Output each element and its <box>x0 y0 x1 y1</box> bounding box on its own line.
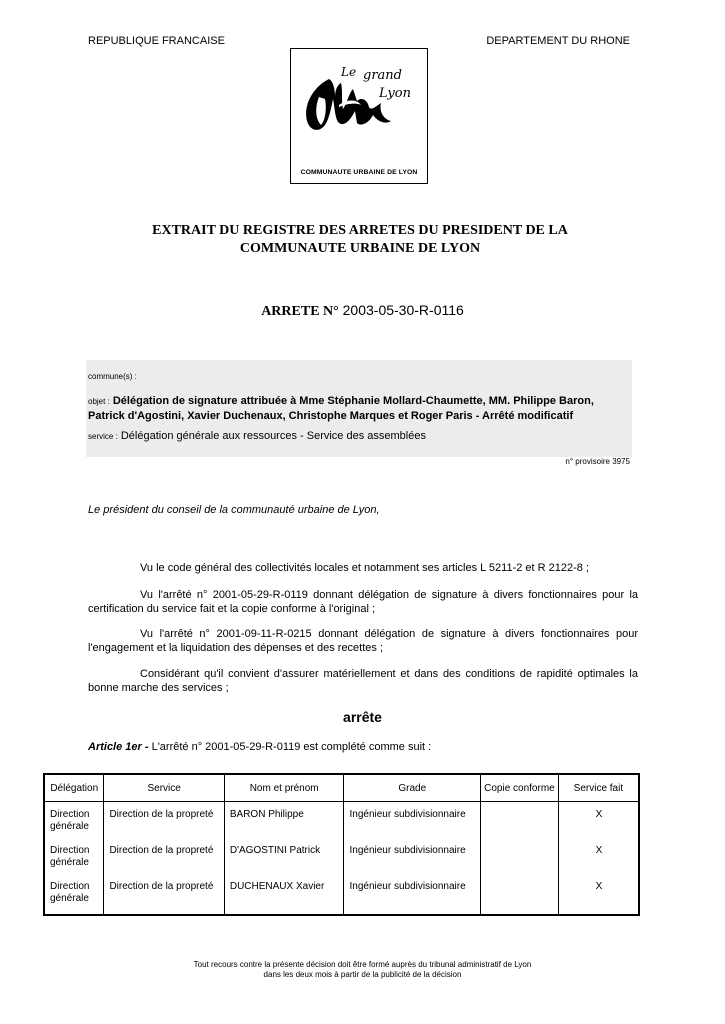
cell-delegation: Direction générale <box>44 874 104 915</box>
cell-name: D'AGOSTINI Patrick <box>224 838 344 874</box>
service-label: service : <box>88 432 118 441</box>
service-field <box>88 430 426 442</box>
objet-label: objet : <box>88 397 110 406</box>
column-header-service: Service <box>104 774 224 802</box>
grand-lyon-logo-mark <box>291 49 427 183</box>
cell-service: Direction de la propreté <box>104 838 224 874</box>
footer-line-1: Tout recours contre la présente décision doit être formé auprès du tribunal administratif de Lyon <box>193 960 532 969</box>
header-right: DEPARTEMENT DU RHONE <box>486 35 630 47</box>
title-line-2: COMMUNAUTE URBAINE DE LYON <box>239 241 481 256</box>
intro-line: Le président du conseil de la communauté urbaine de Lyon, <box>88 504 380 516</box>
cell-service-fait: X <box>558 802 639 839</box>
cell-copie-conforme <box>481 838 559 874</box>
svg-text:Le: Le <box>341 65 357 79</box>
title-line-1: EXTRAIT DU REGISTRE DES ARRETES DU PRESIDENT DE LA <box>152 223 568 238</box>
cell-service: Direction de la propreté <box>104 802 224 839</box>
cell-service-fait: X <box>558 874 639 915</box>
delegation-table <box>43 773 640 916</box>
document-title <box>60 222 660 258</box>
commune-label: commune(s) : <box>88 372 137 381</box>
column-header-name: Nom et prénom <box>224 774 344 802</box>
paragraph-considerant: Considérant qu'il convient d'assurer matériellement et dans des conditions de rapidité optimales la bonne marche des services ; <box>88 668 638 694</box>
grand-lyon-logo <box>290 48 428 184</box>
logo-caption: COMMUNAUTE URBAINE DE LYON <box>300 169 418 176</box>
article-label: Article 1er - <box>88 741 149 753</box>
objet-field <box>88 394 608 423</box>
column-header-delegation: Délégation <box>44 774 104 802</box>
table-row <box>44 802 639 839</box>
cell-grade: Ingénieur subdivisionnaire <box>344 874 481 915</box>
arrete-label: ARRETE N° <box>261 304 339 319</box>
column-header-grade: Grade <box>344 774 481 802</box>
table-row <box>44 874 639 915</box>
footer-line-2: dans les deux mois à partir de la publicité de la décision <box>263 970 462 979</box>
cell-grade: Ingénieur subdivisionnaire <box>344 802 481 839</box>
column-header-service-fait: Service fait <box>558 774 639 802</box>
table-header-row <box>44 774 639 802</box>
cell-name: BARON Philippe <box>224 802 344 839</box>
paragraph-vu-arrete-0119: Vu l'arrêté n° 2001-05-29-R-0119 donnant délégation de signature à divers fonctionnaires pour la certification du service fait et la copie conforme à l'original ; <box>88 589 638 615</box>
article-text: L'arrêté n° 2001-05-29-R-0119 est complété comme suit : <box>148 741 432 753</box>
service-text: Délégation générale aux ressources - Service des assemblées <box>120 430 426 442</box>
cell-grade: Ingénieur subdivisionnaire <box>344 838 481 874</box>
article-1 <box>88 741 431 753</box>
arrete-number: 2003-05-30-R-0116 <box>342 302 464 318</box>
provisional-number: n° provisoire 3975 <box>565 457 630 466</box>
table-row <box>44 838 639 874</box>
cell-name: DUCHENAUX Xavier <box>224 874 344 915</box>
paragraph-vu-arrete-0215: Vu l'arrêté n° 2001-09-11-R-0215 donnant délégation de signature à divers fonctionnaires pour l'engagement et la liquidation des dépenses et des recettes ; <box>88 628 638 654</box>
cell-service-fait: X <box>558 838 639 874</box>
objet-text: Délégation de signature attribuée à Mme Stéphanie Mollard-Chaumette, MM. Philippe Baron, Patrick d'Agostini, Xavier Duchenaux, Christophe Marques et Roger Paris - Arrêté modificatif <box>88 395 594 422</box>
svg-text:Lyon: Lyon <box>379 86 411 101</box>
legal-footer <box>0 960 725 980</box>
cell-copie-conforme <box>481 874 559 915</box>
arrete-number-line <box>0 302 725 320</box>
cell-copie-conforme <box>481 802 559 839</box>
cell-delegation: Direction générale <box>44 838 104 874</box>
paragraph-vu-code: Vu le code général des collectivités locales et notamment ses articles L 5211-2 et R 2122-8 ; <box>140 562 590 574</box>
svg-text:grand: grand <box>363 68 402 83</box>
cell-delegation: Direction générale <box>44 802 104 839</box>
header-left: REPUBLIQUE FRANCAISE <box>88 35 225 47</box>
cell-service: Direction de la propreté <box>104 874 224 915</box>
column-header-copie-conforme: Copie conforme <box>481 774 559 802</box>
decision-heading: arrête <box>343 709 382 725</box>
